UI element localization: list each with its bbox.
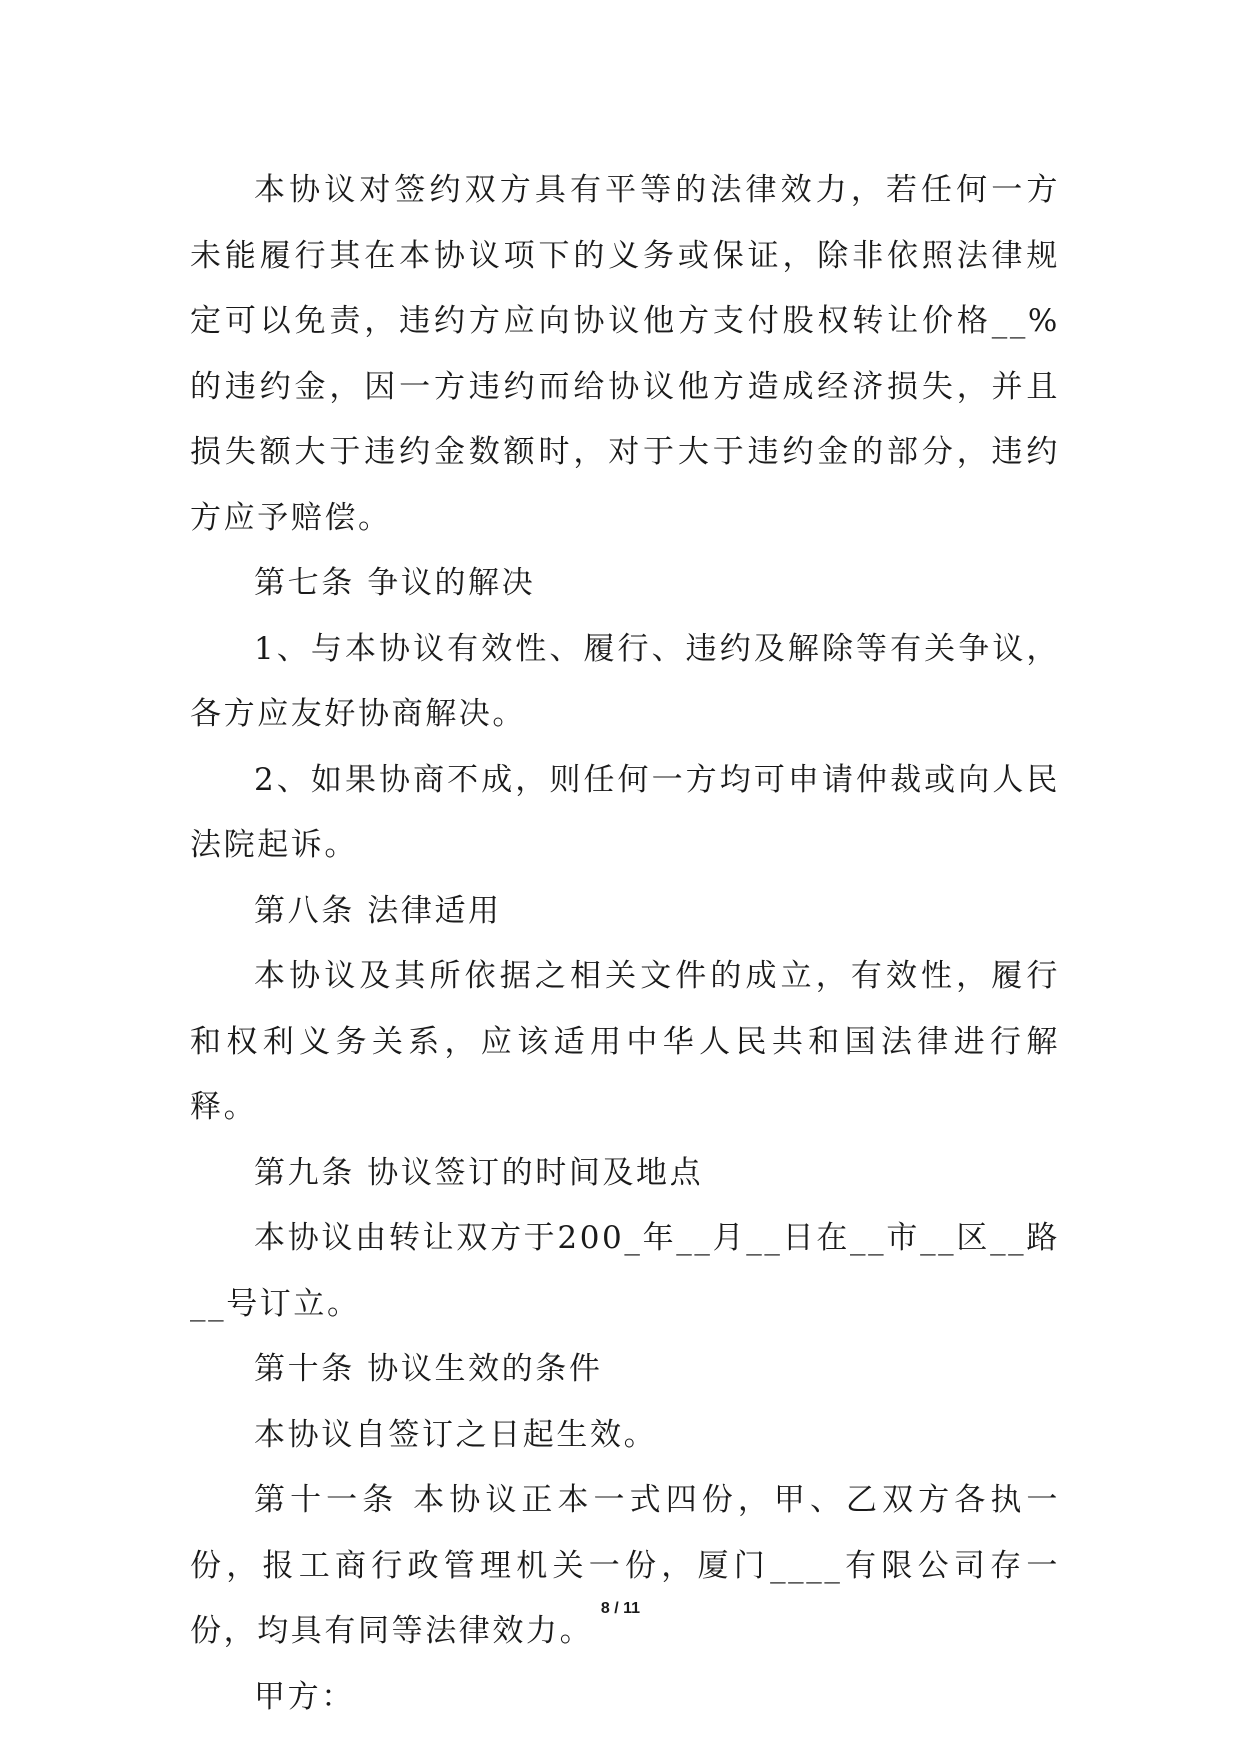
paragraph-applicable-law: 本协议及其所依据之相关文件的成立，有效性，履行和权利义务关系，应该适用中华人民共和国法律进行解释。: [190, 958, 1060, 1125]
paragraph-article-11: 第十一条 本协议正本一式四份，甲、乙双方各执一份，报工商行政管理机关一份，厦门____有限公司存一份，均具有同等法律效力。: [190, 1482, 1060, 1649]
paragraph-signing-time-place: 本协议由转让双方于200_年__月__日在__市__区__路__号订立。: [190, 1220, 1060, 1322]
paragraph-liability: 本协议对签约双方具有平等的法律效力，若任何一方未能履行其在本协议项下的义务或保证，除非依照法律规定可以免责，违约方应向协议他方支付股权转让价格__%的违约金，因一方违约而给协议他方造成经济损失，并且损失额大于违约金数额时，对于大于违约金的部分，违约方应予赔偿。: [190, 172, 1060, 536]
page-number: 8 / 11: [600, 1600, 641, 1617]
heading-article-8: 第八条 法律适用: [254, 892, 502, 929]
document-body: [190, 158, 1060, 1730]
heading-article-9: 第九条 协议签订的时间及地点: [254, 1154, 704, 1191]
heading-article-7: 第七条 争议的解决: [254, 565, 536, 601]
paragraph-effective-condition: 本协议自签订之日起生效。: [254, 1416, 658, 1453]
paragraph-dispute-2: 2、如果协商不成，则任何一方均可申请仲裁或向人民法院起诉。: [190, 761, 1060, 863]
heading-article-10: 第十条 协议生效的条件: [254, 1351, 603, 1387]
party-a-label: 甲方：: [254, 1678, 355, 1715]
paragraph-dispute-1: 1、与本协议有效性、履行、违约及解除等有关争议，各方应友好协商解决。: [190, 630, 1060, 732]
